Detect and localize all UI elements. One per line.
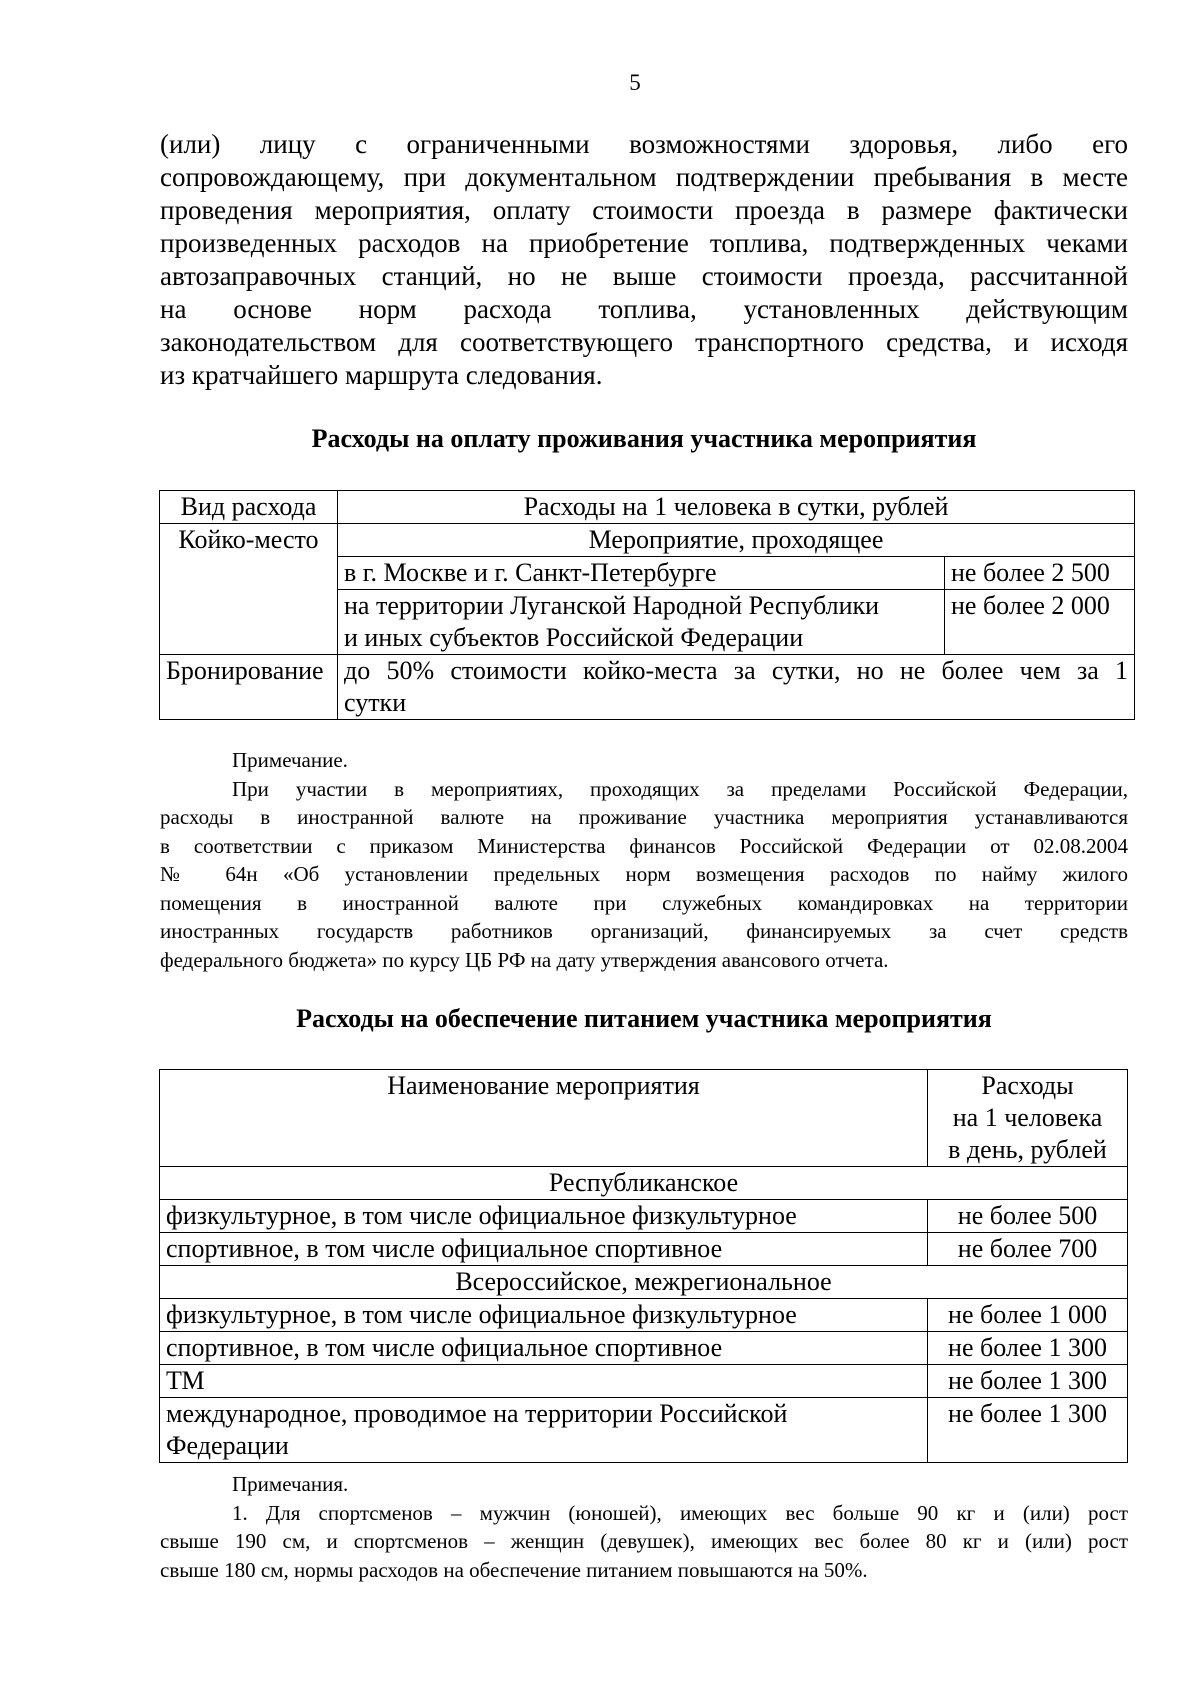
table-row [160, 1266, 1128, 1299]
note-title: Примечание. [232, 748, 348, 772]
table-row [160, 524, 1135, 557]
intro-line: из кратчайшего маршрута следования. [160, 360, 603, 390]
event-value-cell: не более 1 300 [928, 1365, 1128, 1398]
event-name-cell [160, 1398, 928, 1463]
event-name-cell: спортивное, в том числе официальное спортивное [160, 1233, 928, 1266]
event-name-line: Федерации [166, 1431, 289, 1460]
table-row [160, 1398, 1128, 1463]
note-line: № 64н «Об установлении предельных норм возмещения расходов по найму жилого [160, 862, 1128, 886]
table-row [160, 1167, 1128, 1200]
note-line: При участии в мероприятиях, проходящих за пределами Российской Федерации, [232, 776, 1128, 801]
lnr-label-line: на территории Луганской Народной Республики [344, 591, 880, 620]
group-title-cell: Республиканское [160, 1167, 1128, 1200]
intro-line: проведения мероприятия, оплату стоимости проезда в размере фактически [160, 195, 1128, 225]
event-name-cell: физкультурное, в том числе официальное физкультурное [160, 1200, 928, 1233]
table-row [160, 1070, 1128, 1167]
header-line: на 1 человека [952, 1103, 1103, 1132]
group-title-cell: Всероссийское, межрегиональное [160, 1266, 1128, 1299]
booking-text-line: до 50% стоимости койко-места за сутки, но не более чем за 1 [344, 656, 1129, 685]
event-value-cell: не более 1 000 [928, 1299, 1128, 1332]
event-value-cell: не более 1 300 [928, 1332, 1128, 1365]
event-value-cell: не более 700 [928, 1233, 1128, 1266]
event-value-cell: не более 1 300 [928, 1398, 1128, 1463]
accommodation-note [160, 746, 1128, 974]
page-number: 5 [629, 70, 641, 95]
header-line: Расходы [981, 1071, 1074, 1100]
lnr-value-cell: не более 2 000 [945, 590, 1135, 655]
event-name-cell: ТМ [160, 1365, 928, 1398]
lnr-label-line: и иных субъектов Российской Федерации [344, 623, 804, 652]
intro-line: произведенных расходов на приобретение топлива, подтвержденных чеками [160, 228, 1128, 258]
accommodation-heading: Расходы на оплату проживания участника мероприятия [311, 424, 977, 453]
intro-line: (или) лицу с ограниченными возможностями здоровья, либо его [160, 129, 1128, 159]
booking-text-line: сутки [344, 688, 407, 717]
header-line: в день, рублей [948, 1135, 1107, 1164]
note-line: помещения в иностранной валюте при служебных командировках на территории [160, 890, 1128, 915]
note-title: Примечания. [232, 1472, 349, 1496]
event-held-cell: Мероприятие, проходящее [338, 524, 1135, 557]
food-table [159, 1069, 1128, 1463]
table-row [160, 1200, 1128, 1233]
event-name-cell: спортивное, в том числе официальное спортивное [160, 1332, 928, 1365]
lnr-label-cell [338, 590, 945, 655]
header-cell [928, 1070, 1128, 1167]
bed-label-cell: Койко-место [160, 524, 338, 655]
header-cell: Расходы на 1 человека в сутки, рублей [338, 491, 1135, 524]
table-row [160, 655, 1135, 720]
event-value-cell: не более 500 [928, 1200, 1128, 1233]
note-line: свыше 190 см, и спортсменов – женщин (девушек), имеющих вес более 80 кг и (или) рост [160, 1529, 1128, 1553]
table-row [160, 1365, 1128, 1398]
table-row [160, 1332, 1128, 1365]
intro-line: сопровождающему, при документальном подтверждении пребывания в месте [160, 162, 1128, 192]
table-row [160, 1233, 1128, 1266]
table-row [160, 491, 1135, 524]
header-cell: Наименование мероприятия [160, 1070, 928, 1167]
booking-label-cell: Бронирование [160, 655, 338, 720]
note-line: в соответствии с приказом Министерства финансов Российской Федерации от 02.08.2004 [160, 833, 1128, 858]
table-row [160, 1299, 1128, 1332]
note-line: иностранных государств работников организаций, финансируемых за счет средств [160, 919, 1128, 943]
accommodation-table [159, 490, 1135, 720]
note-line: расходы в иностранной валюте на проживание участника мероприятия устанавливаются [160, 805, 1128, 829]
intro-line: автозаправочных станций, но не выше стоимости проезда, рассчитанной [160, 261, 1128, 291]
moscow-label-cell: в г. Москве и г. Санкт-Петербурге [338, 557, 945, 590]
intro-line: на основе норм расхода топлива, установленных действующим [160, 294, 1128, 324]
food-heading: Расходы на обеспечение питанием участника мероприятия [296, 1004, 992, 1033]
moscow-value-cell: не более 2 500 [945, 557, 1135, 590]
note-line: 1. Для спортсменов – мужчин (юношей), имеющих вес больше 90 кг и (или) рост [232, 1500, 1128, 1525]
note-line: федерального бюджета» по курсу ЦБ РФ на дату утверждения авансового отчета. [160, 947, 889, 972]
booking-text-cell [338, 655, 1135, 720]
intro-paragraph [160, 128, 1128, 392]
intro-line: законодательством для соответствующего транспортного средства, и исходя [160, 327, 1128, 357]
food-note [160, 1470, 1128, 1584]
header-cell: Вид расхода [160, 491, 338, 524]
event-name-line: международное, проводимое на территории Российской [166, 1399, 788, 1428]
note-line: свыше 180 см, нормы расходов на обеспечение питанием повышаются на 50%. [160, 1557, 868, 1582]
event-name-cell: физкультурное, в том числе официальное физкультурное [160, 1299, 928, 1332]
